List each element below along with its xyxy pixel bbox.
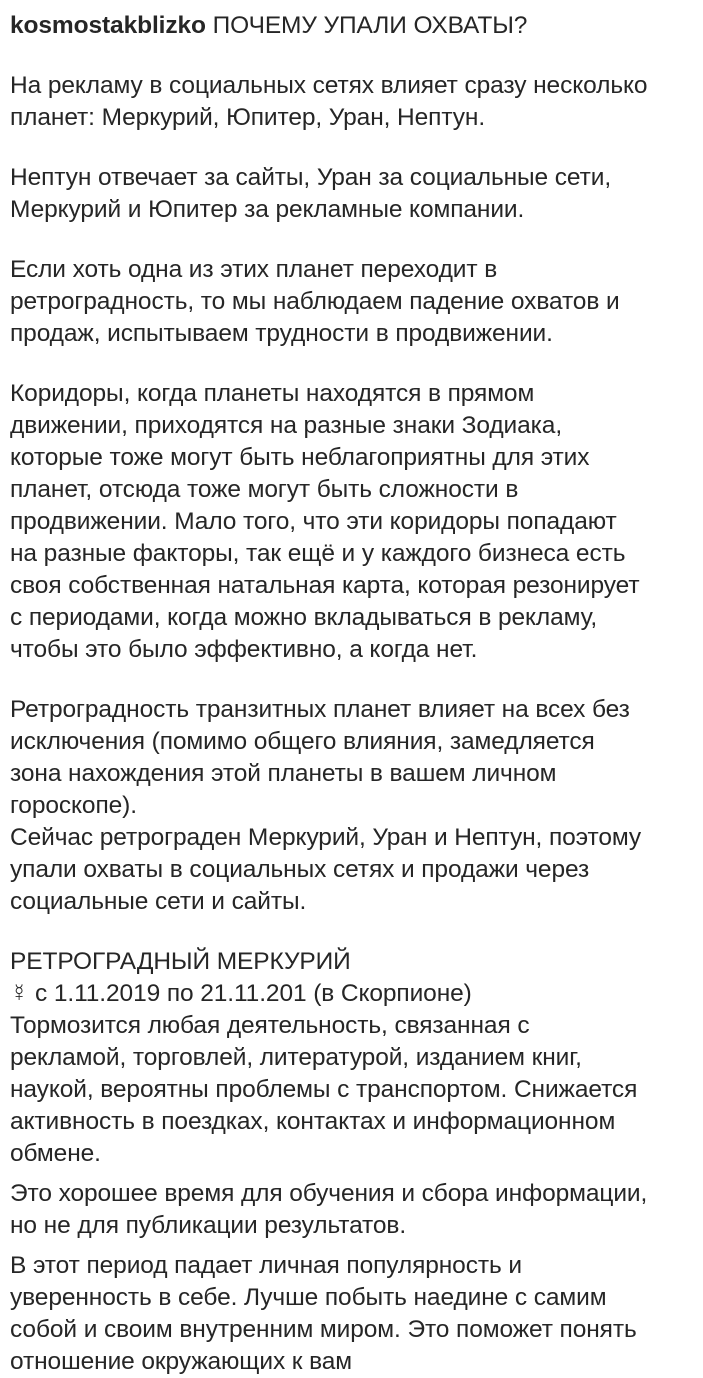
caption-line: активность в поездках, контактах и информационном: [10, 1108, 616, 1135]
caption-line: собой и своим внутренним миром. Это поможет понять: [10, 1316, 637, 1343]
caption-line: Меркурий и Юпитер за рекламные компании.: [10, 196, 525, 223]
caption-paragraph: [10, 70, 687, 134]
caption-paragraph: [10, 378, 687, 666]
caption-line: на разные факторы, так ещё и у каждого бизнеса есть: [10, 540, 626, 567]
caption-line: планет: Меркурий, Юпитер, Уран, Нептун.: [10, 104, 486, 131]
caption-line: рекламой, торговлей, литературой, изданием книг,: [10, 1044, 582, 1071]
caption-line: исключения (помимо общего влияния, замедляется: [10, 728, 595, 755]
caption-line: Коридоры, когда планеты находятся в прямом: [10, 380, 535, 407]
caption-paragraph: [10, 162, 687, 226]
caption-line: наукой, вероятны проблемы с транспортом. Снижается: [10, 1076, 638, 1103]
caption-line: зона нахождения этой планеты в вашем личном: [10, 760, 557, 787]
caption-line: своя собственная натальная карта, которая резонирует: [10, 572, 640, 599]
caption-line: Ретроградность транзитных планет влияет на всех без: [10, 696, 630, 723]
post-headline: ПОЧЕМУ УПАЛИ ОХВАТЫ?: [212, 12, 528, 39]
caption-line: ретроградность, то мы наблюдаем падение охватов и: [10, 288, 620, 315]
caption-line: но не для публикации результатов.: [10, 1212, 407, 1239]
caption-line: с периодами, когда можно вкладываться в рекламу,: [10, 604, 598, 631]
section-date: ☿ с 1.11.2019 по 21.11.201 (в Скорпионе): [10, 980, 472, 1007]
caption-paragraph: [10, 694, 687, 918]
caption-line: движении, приходятся на разные знаки Зодиака,: [10, 412, 563, 439]
caption-line: которые тоже могут быть неблагоприятны для этих: [10, 444, 590, 471]
caption-line: В этот период падает личная популярность и: [10, 1252, 522, 1279]
caption-line: На рекламу в социальных сетях влияет сразу несколько: [10, 72, 648, 99]
caption-line: продаж, испытываем трудности в продвижении.: [10, 320, 553, 347]
caption-line: планет, отсюда тоже могут быть сложности в: [10, 476, 519, 503]
caption-line: социальные сети и сайты.: [10, 888, 307, 915]
caption-header: [10, 10, 687, 42]
caption-line: Тормозится любая деятельность, связанная с: [10, 1012, 530, 1039]
caption-line: чтобы это было эффективно, а когда нет.: [10, 636, 478, 663]
section-title: РЕТРОГРАДНЫЙ МЕРКУРИЙ: [10, 948, 351, 975]
caption-line: упали охваты в социальных сетях и продажи через: [10, 856, 590, 883]
caption-line: Сейчас ретрограден Меркурий, Уран и Нептун, поэтому: [10, 824, 642, 851]
caption-line: продвижении. Мало того, что эти коридоры попадают: [10, 508, 617, 535]
caption-line: Нептун отвечает за сайты, Уран за социальные сети,: [10, 164, 612, 191]
caption-line: Если хоть одна из этих планет переходит в: [10, 256, 498, 283]
section-mercury: [10, 946, 687, 1378]
username-link[interactable]: kosmostakblizko: [10, 12, 206, 39]
caption-line: гороскопе).: [10, 792, 137, 819]
caption-line: уверенность в себе. Лучше побыть наедине с самим: [10, 1284, 607, 1311]
caption-paragraph: [10, 254, 687, 350]
caption-line: отношение окружающих к вам: [10, 1348, 353, 1375]
caption-line: Это хорошее время для обучения и сбора информации,: [10, 1180, 648, 1207]
caption-line: обмене.: [10, 1140, 101, 1167]
